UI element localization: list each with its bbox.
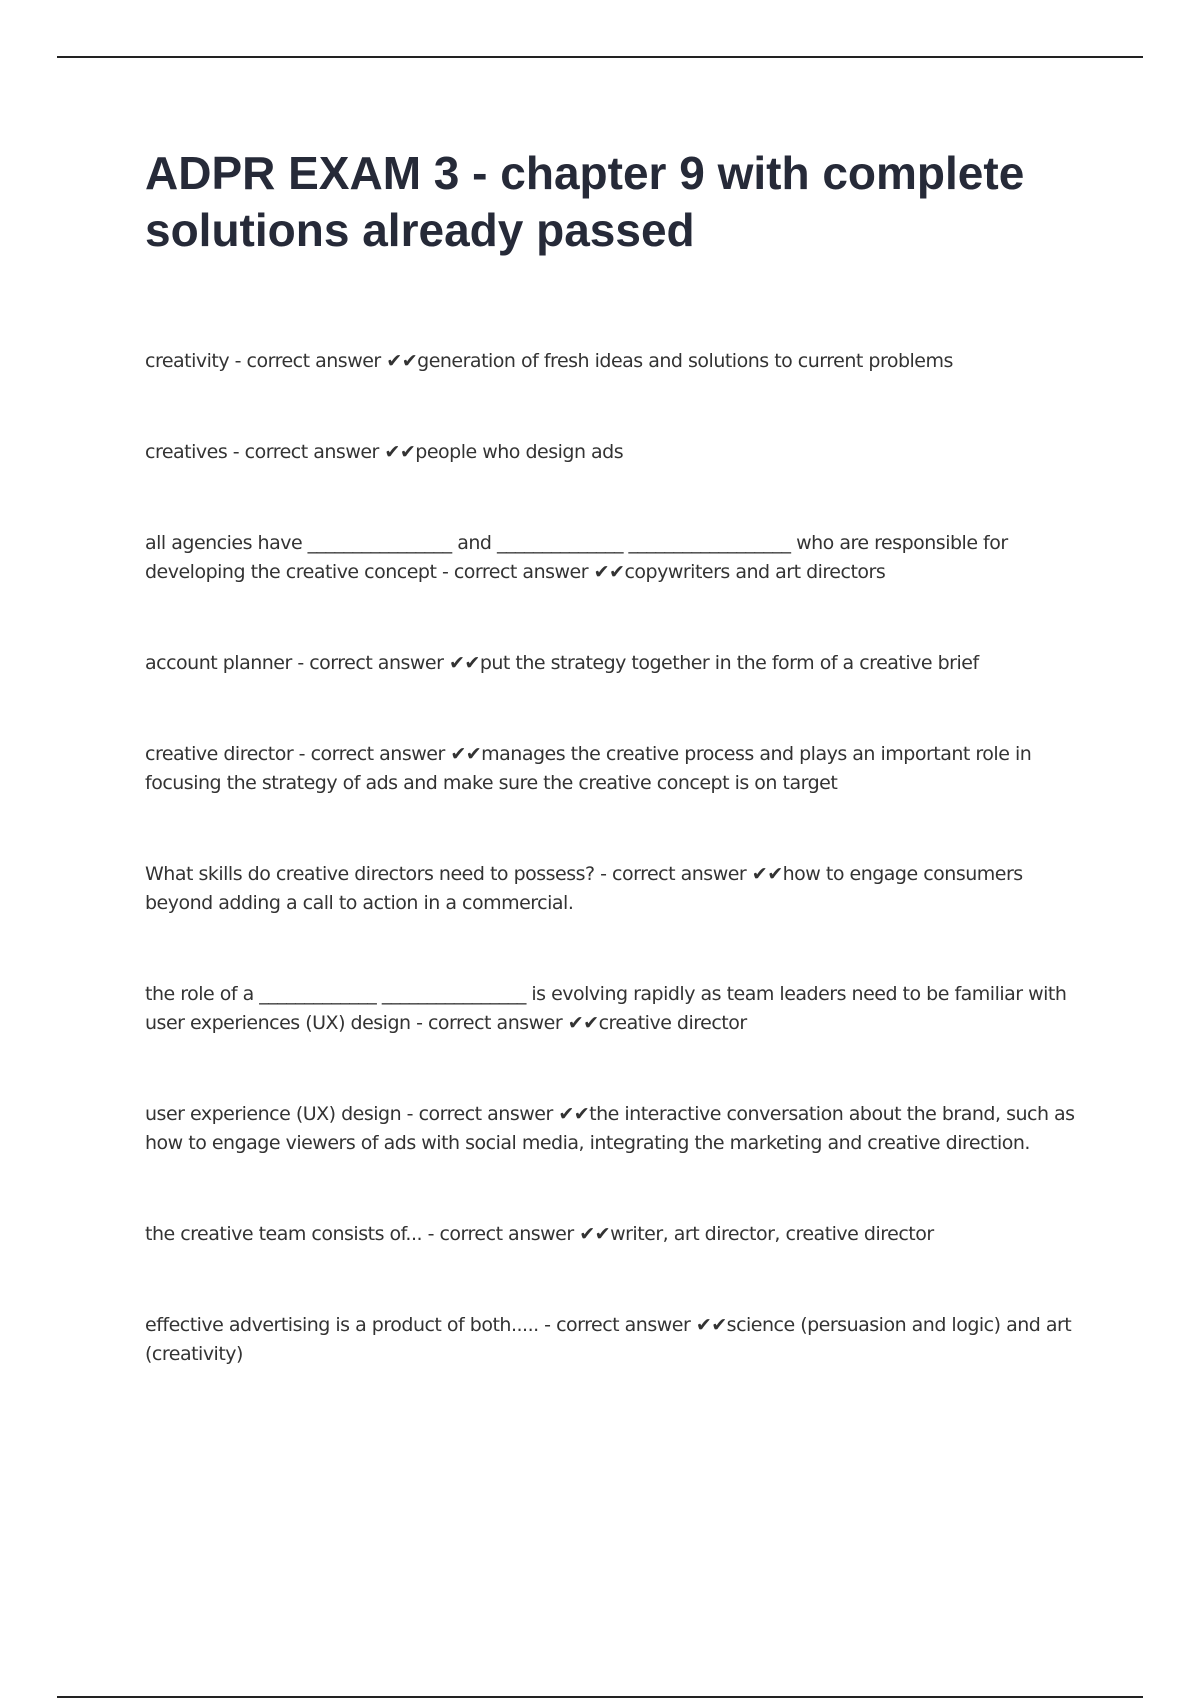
question-text: the creative team consists of... - correct answer (145, 1223, 574, 1245)
double-check-icon: ✔✔ (386, 350, 418, 372)
question-text: account planner - correct answer (145, 652, 444, 674)
answer-text: copywriters and art directors (624, 561, 886, 583)
qa-entry (145, 529, 1075, 587)
qa-entry (145, 740, 1075, 798)
double-check-icon: ✔✔ (751, 863, 783, 885)
top-rule (57, 56, 1143, 58)
qa-entry (145, 649, 1075, 678)
question-text: creative director - correct answer (145, 743, 445, 765)
qa-entry (145, 347, 1075, 376)
question-text: all agencies have ________________ and ______________ __________________ who are responsible for developing the creative concept - correct answer (145, 532, 1008, 583)
answer-text: generation of fresh ideas and solutions to current problems (417, 350, 953, 372)
qa-entry (145, 438, 1075, 467)
answer-text: science (persuasion and logic) and art (creativity) (145, 1314, 1072, 1365)
qa-entry (145, 1220, 1075, 1249)
double-check-icon: ✔✔ (448, 652, 480, 674)
answer-text: creative director (598, 1012, 747, 1034)
answer-text: the interactive conversation about the brand, such as how to engage viewers of ads with social media, integrating the marketing and creative direction. (145, 1103, 1075, 1154)
double-check-icon: ✔✔ (593, 561, 625, 583)
double-check-icon: ✔✔ (384, 441, 416, 463)
qa-entry (145, 860, 1075, 918)
answer-text: manages the creative process and plays an important role in focusing the strategy of ads and make sure the creative concept is on target (145, 743, 1032, 794)
qa-entry (145, 1311, 1075, 1369)
question-text: user experience (UX) design - correct answer (145, 1103, 553, 1125)
answer-text: how to engage consumers beyond adding a call to action in a commercial. (145, 863, 1023, 914)
qa-list (145, 347, 1075, 1431)
question-text: effective advertising is a product of both..... - correct answer (145, 1314, 691, 1336)
qa-entry (145, 1100, 1075, 1158)
answer-text: writer, art director, creative director (610, 1223, 934, 1245)
double-check-icon: ✔✔ (579, 1223, 611, 1245)
double-check-icon: ✔✔ (695, 1314, 727, 1336)
bottom-rule (57, 1696, 1143, 1698)
answer-text: people who design ads (415, 441, 624, 463)
double-check-icon: ✔✔ (450, 743, 482, 765)
question-text: the role of a _____________ ________________ is evolving rapidly as team leaders need to be familiar with user experiences (UX) design - correct answer (145, 983, 1067, 1034)
answer-text: put the strategy together in the form of a creative brief (479, 652, 979, 674)
question-text: creativity - correct answer (145, 350, 381, 372)
qa-entry (145, 980, 1075, 1038)
double-check-icon: ✔✔ (567, 1012, 599, 1034)
question-text: What skills do creative directors need to possess? - correct answer (145, 863, 747, 885)
page-title: ADPR EXAM 3 - chapter 9 with complete solutions already passed (145, 147, 1025, 256)
double-check-icon: ✔✔ (558, 1103, 590, 1125)
question-text: creatives - correct answer (145, 441, 379, 463)
